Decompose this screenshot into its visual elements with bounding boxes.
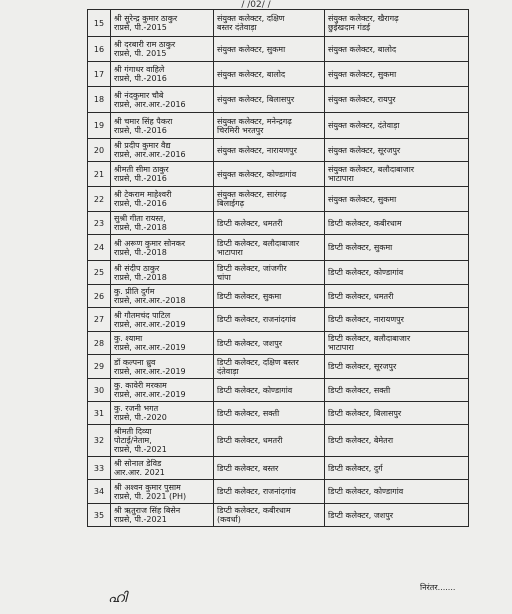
officer-name-cell: श्री चमार सिंह पैकरा राप्रसे, पी.-2016	[111, 113, 214, 139]
new-posting-cell: संयुक्त कलेक्टर, खैरागढ़ छुईखदान गंडई	[325, 10, 469, 37]
new-posting-cell: डिप्टी कलेक्टर, दुर्ग	[325, 457, 469, 480]
new-posting-cell: डिप्टी कलेक्टर, जशपुर	[325, 504, 469, 527]
new-posting-cell: संयुक्त कलेक्टर, बलौदाबाजार भाटापारा	[325, 162, 469, 187]
officer-name-cell: श्री संदीप ठाकुर राप्रसे, पी.-2018	[111, 261, 214, 285]
table-row	[88, 10, 469, 37]
officer-name-cell: कु. कावेरी मरकाम राप्रसे, आर.आर.-2019	[111, 379, 214, 402]
table-row	[88, 332, 469, 355]
current-posting-cell: डिप्टी कलेक्टर, कबीरधाम (कवर्धा)	[214, 504, 325, 527]
officer-name-cell: श्री गंगाधर वाहिले राप्रसे, पी.-2016	[111, 62, 214, 87]
current-posting-cell: संयुक्त कलेक्टर, दक्षिण बस्तर दंतेवाड़ा	[214, 10, 325, 37]
table-row	[88, 261, 469, 285]
serial-number-cell: 18	[88, 87, 111, 113]
new-posting-cell: डिप्टी कलेक्टर, कोण्डागांव	[325, 261, 469, 285]
serial-number-cell: 29	[88, 355, 111, 379]
table-row	[88, 62, 469, 87]
current-posting-cell: डिप्टी कलेक्टर, राजनांदगांव	[214, 480, 325, 504]
current-posting-cell: संयुक्त कलेक्टर, कोण्डागांव	[214, 162, 325, 187]
current-posting-cell: डिप्टी कलेक्टर, बलौदाबाजार भाटापारा	[214, 235, 325, 261]
serial-number-cell: 28	[88, 332, 111, 355]
new-posting-cell: डिप्टी कलेक्टर, सक्ती	[325, 379, 469, 402]
serial-number-cell: 25	[88, 261, 111, 285]
officer-name-cell: श्री गौतमचंद पाटिल राप्रसे, आर.आर.-2019	[111, 308, 214, 332]
table-row	[88, 285, 469, 308]
officer-name-cell: श्री अरूण कुमार सोनकर राप्रसे, पी.-2018	[111, 235, 214, 261]
officer-name-cell: कु. प्रीति दुर्गम राप्रसे, आर.आर.-2018	[111, 285, 214, 308]
current-posting-cell: डिप्टी कलेक्टर, सुकमा	[214, 285, 325, 308]
officer-name-cell: कु. श्यामा राप्रसे, आर.आर.-2019	[111, 332, 214, 355]
officer-name-cell: श्री दरबारी राम ठाकुर राप्रसे, पी. 2015	[111, 37, 214, 62]
current-posting-cell: संयुक्त कलेक्टर, मनेन्द्रगढ़ चिरमिरी भरतपुर	[214, 113, 325, 139]
new-posting-cell: डिप्टी कलेक्टर, सूरजपुर	[325, 355, 469, 379]
table-row	[88, 308, 469, 332]
new-posting-cell: संयुक्त कलेक्टर, सुकमा	[325, 62, 469, 87]
officer-name-cell: श्री नंदकुमार चौबे राप्रसे, आर.आर.-2016	[111, 87, 214, 113]
table-row	[88, 212, 469, 235]
table-row	[88, 162, 469, 187]
serial-number-cell: 30	[88, 379, 111, 402]
officer-name-cell: श्रीमती दिव्या पोटाई/नेताम, राप्रसे, पी.-2021	[111, 425, 214, 457]
officer-name-cell: श्री सोनाल डेविड आर.आर. 2021	[111, 457, 214, 480]
officer-name-cell: श्री टेकराम माहेश्वरी राप्रसे, पी.-2016	[111, 187, 214, 212]
current-posting-cell: संयुक्त कलेक्टर, सुकमा	[214, 37, 325, 62]
new-posting-cell: डिप्टी कलेक्टर, कोण्डागांव	[325, 480, 469, 504]
continued-note: निरंतर.......	[420, 583, 456, 592]
signature-mark: ഹി	[108, 590, 127, 606]
serial-number-cell: 16	[88, 37, 111, 62]
new-posting-cell: संयुक्त कलेक्टर, दंतेवाड़ा	[325, 113, 469, 139]
page-number: / /02/ /	[241, 0, 271, 10]
current-posting-cell: संयुक्त कलेक्टर, सारंगढ़ बिलाईगढ़	[214, 187, 325, 212]
serial-number-cell: 32	[88, 425, 111, 457]
serial-number-cell: 35	[88, 504, 111, 527]
serial-number-cell: 27	[88, 308, 111, 332]
table-row	[88, 87, 469, 113]
serial-number-cell: 19	[88, 113, 111, 139]
current-posting-cell: डिप्टी कलेक्टर, बस्तर	[214, 457, 325, 480]
current-posting-cell: डिप्टी कलेक्टर, सक्ती	[214, 402, 325, 425]
serial-number-cell: 20	[88, 139, 111, 162]
new-posting-cell: संयुक्त कलेक्टर, सूरजपुर	[325, 139, 469, 162]
current-posting-cell: डिप्टी कलेक्टर, जांजगीर चांपा	[214, 261, 325, 285]
current-posting-cell: डिप्टी कलेक्टर, दक्षिण बस्तर दंतेवाड़ा	[214, 355, 325, 379]
current-posting-cell: डिप्टी कलेक्टर, जशपुर	[214, 332, 325, 355]
current-posting-cell: डिप्टी कलेक्टर, धमतरी	[214, 212, 325, 235]
current-posting-cell: डिप्टी कलेक्टर, राजनांदगांव	[214, 308, 325, 332]
current-posting-cell: संयुक्त कलेक्टर, बालोद	[214, 62, 325, 87]
serial-number-cell: 31	[88, 402, 111, 425]
new-posting-cell: डिप्टी कलेक्टर, बिलासपुर	[325, 402, 469, 425]
serial-number-cell: 24	[88, 235, 111, 261]
new-posting-cell: संयुक्त कलेक्टर, बालोद	[325, 37, 469, 62]
officer-name-cell: श्री अश्वन कुमार पुसाम राप्रसे, पी. 2021 (PH)	[111, 480, 214, 504]
officer-name-cell: कु. रजनी भगत राप्रसे, पी.-2020	[111, 402, 214, 425]
table-row	[88, 379, 469, 402]
officer-name-cell: श्री प्रदीप कुमार वैद्य राप्रसे, आर.आर.-2016	[111, 139, 214, 162]
table-row	[88, 457, 469, 480]
table-row	[88, 425, 469, 457]
officer-name-cell: श्रीमती सीमा ठाकुर राप्रसे, पी.-2016	[111, 162, 214, 187]
table-row	[88, 235, 469, 261]
table-row	[88, 187, 469, 212]
table-row	[88, 37, 469, 62]
table-row	[88, 402, 469, 425]
current-posting-cell: डिप्टी कलेक्टर, कोण्डागांव	[214, 379, 325, 402]
serial-number-cell: 26	[88, 285, 111, 308]
officer-name-cell: श्री ऋतुराज सिंह बिसेन राप्रसे, पी.-2021	[111, 504, 214, 527]
table-row	[88, 504, 469, 527]
transfer-table	[87, 9, 469, 527]
new-posting-cell: डिप्टी कलेक्टर, धमतरी	[325, 285, 469, 308]
current-posting-cell: संयुक्त कलेक्टर, नारायणपुर	[214, 139, 325, 162]
new-posting-cell: संयुक्त कलेक्टर, रायपुर	[325, 87, 469, 113]
serial-number-cell: 21	[88, 162, 111, 187]
table-row	[88, 355, 469, 379]
table-row	[88, 113, 469, 139]
current-posting-cell: डिप्टी कलेक्टर, धमतरी	[214, 425, 325, 457]
serial-number-cell: 17	[88, 62, 111, 87]
serial-number-cell: 34	[88, 480, 111, 504]
officer-name-cell: श्री सुरेन्द्र कुमार ठाकुर राप्रसे, पी.-2015	[111, 10, 214, 37]
officer-name-cell: सुश्री गीता रायस्त, राप्रसे, पी.-2018	[111, 212, 214, 235]
serial-number-cell: 33	[88, 457, 111, 480]
serial-number-cell: 15	[88, 10, 111, 37]
new-posting-cell: डिप्टी कलेक्टर, कबीरधाम	[325, 212, 469, 235]
new-posting-cell: संयुक्त कलेक्टर, सुकमा	[325, 187, 469, 212]
new-posting-cell: डिप्टी कलेक्टर, बलौदाबाजार भाटापारा	[325, 332, 469, 355]
table-row	[88, 139, 469, 162]
officer-name-cell: डॉ कल्पना ध्रुव राप्रसे, आर.आर.-2019	[111, 355, 214, 379]
new-posting-cell: डिप्टी कलेक्टर, बेमेतरा	[325, 425, 469, 457]
serial-number-cell: 23	[88, 212, 111, 235]
table-row	[88, 480, 469, 504]
new-posting-cell: डिप्टी कलेक्टर, नारायणपुर	[325, 308, 469, 332]
new-posting-cell: डिप्टी कलेक्टर, सुकमा	[325, 235, 469, 261]
serial-number-cell: 22	[88, 187, 111, 212]
current-posting-cell: संयुक्त कलेक्टर, बिलासपुर	[214, 87, 325, 113]
